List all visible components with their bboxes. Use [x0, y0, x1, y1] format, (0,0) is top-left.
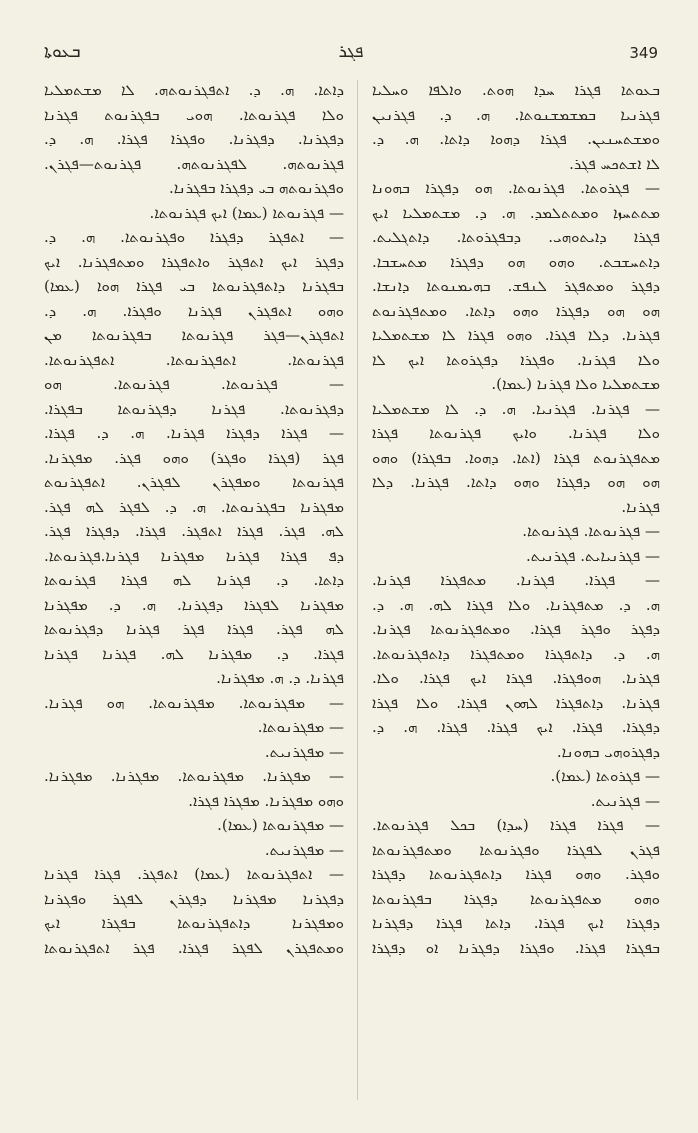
text-line: ܦܓܪܢܐ. ܕܐܬܦܓܪܐ ܠܗܘܢ ܦܓܪܐ. ܘܠܐ ܦܓܪܐ [372, 693, 660, 712]
text-line: ܕܦܓܪܐ. ܦܓܪܐ. ܐܝܟ ܦܓܪܐ. ܦܓܪܐ. ܗ. ܕ. [372, 718, 660, 736]
text-line: ܦܓܪܢܝܐ ܒܡܫܡܫܢܘܬܐ. ܗ. ܕ. ܦܓܪܢܝܢ [372, 105, 660, 124]
text-line: ܘܡܬܦܓܪܢ ܠܦܓܪ ܦܓܪܐ. ܦܓܪ ܐܬܦܓܪܢܘܬܐ [44, 938, 344, 957]
text-line: ܘܦܓܪ. ܘܗܘ ܦܓܪܐ ܕܐܬܦܓܪܢܘܬܐ ܕܦܓܪܐ [372, 865, 660, 883]
text-line: ܘܦܓܪܢܘܬܗ ܒܝ ܕܦܓܪܐ ܒܦܓܪܢܐ. [168, 179, 344, 197]
text-line: — ܦܓܪܢܘܬܐ (ܥܡܐ) ܐܝܟ ܦܓܪܢܘܬܐ. [149, 203, 344, 222]
text-line: ܗܘ ܗܘ ܕܦܓܪܐ ܘܗܘ ܕܐܬܐ. ܘܡܬܦܓܪܢܘܬ [372, 301, 660, 320]
text-line: ܕܐܬܐ. ܗ. ܕ. ܐܬܦܓܪܢܘܬܗ. ܠܐ ܡܫܬܡܠܝܐ [44, 81, 344, 99]
text-line: ܕܦܓܪ ܐܝܟ ܐܬܦܓܪ ܘܐܬܦܓܪܐ ܘܡܬܦܓܪܢܐ. ܐܝܟ [44, 252, 344, 271]
text-line: ܦܓܪ (ܦܓܪܐ ܘܦܓܪ) ܘܗܘ ܦܓܪ. ܡܦܓܪܢܐ. [44, 448, 344, 467]
text-line: ܠܐ ܐܫܬܟܚ ܦܓܪ. [569, 154, 660, 173]
right-column [372, 78, 660, 1108]
running-head-center: ܦܓܪ [338, 42, 364, 62]
text-line: — ܦܓܪܘܬܐ. ܦܓܪܢܘܬܐ. ܗܘ ܕܦܓܪܐ ܒܗܘܢܐ [372, 179, 660, 197]
text-line: ܠܗ. ܦܓܪ. ܦܓܪܐ ܐܬܦܓܪ. ܦܓܪܐ. ܕܦܓܪܐ ܦܓܪ. [44, 522, 344, 540]
text-line: ܠܗ ܦܓܪ. ܦܓܪܐ ܦܓܪ ܦܓܪܢܐ ܕܦܓܪܢܘܬܐ [44, 620, 344, 638]
text-line: ܐܬܦܓܪܢ—ܦܓܪ ܦܓܪܢܘܬܐ ܒܦܓܪܢܘܬܐ ܡܢ [44, 326, 344, 344]
page-number: 349 [629, 44, 658, 62]
text-line: ܦܓܪܢܐ. ܕܠܐ ܦܓܪܐ. ܘܗܘ ܦܓܪܐ ܠܐ ܡܫܬܡܠܝܐ [372, 326, 660, 344]
text-line: ܦܓܪܢܐ. [621, 497, 660, 516]
text-line: ܒܥܘܬܐ ܦܓܪܐ ܚܕܐ ܗܘܬ. ܘܐܠܦܐ ܘܚܠܝܐ [372, 81, 660, 99]
text-line: ܘܗܘ ܡܬܦܓܪܢܘܬܐ ܕܦܓܪܐ ܒܦܓܪܢܘܬܐ [372, 889, 660, 908]
text-line: ܘܠܐ ܦܓܪܢܐ. ܘܦܓܪܐ ܕܦܓܪܘܬܐ ܐܝܟ ܠܐ [372, 350, 660, 369]
text-line: — ܦܓܪܘܬܐ (ܥܡܐ). [550, 767, 660, 785]
text-line: — ܦܓܪܐ ܦܓܪܐ (ܚܕܐ) ܒܟܠ ܦܓܪܢܘܬܐ. [372, 816, 660, 834]
text-line: ܦܓܪܢ ܠܦܓܪܐ ܘܦܓܪܢܘܬܐ ܘܡܬܦܓܪܢܘܬܐ [372, 840, 660, 859]
text-line: ܕܦ ܦܓܪܐ ܦܓܪܢܐ ܡܦܓܪܢܐ ܦܓܪܢܐ.ܦܓܪܢܘܬܐ. [44, 546, 344, 565]
text-line: — ܡܦܓܪܢܐ. ܡܦܓܪܢܘܬܐ. ܡܦܓܪܢܐ. ܡܦܓܪܢܐ. [44, 767, 344, 785]
text-line: — ܦܓܪܐ. ܦܓܪܢܐ. ܡܬܦܓܪܐ ܦܓܪܢܐ. [372, 571, 660, 589]
text-line: ܦܓܪܢܘܬܗ. ܠܦܓܪܢܘܬܗ. ܦܓܪܢܘܬ—ܦܓܪܢ. [44, 154, 344, 173]
text-line: ܦܓܪܢܐ. ܕ. ܗ. ܡܦܓܪܢܐ. [216, 669, 344, 687]
text-line: ܕܦܓܪ ܘܡܬܦܓܪ ܠܢܦܫ. ܒܗܝܡܢܘܬܐ ܕܐܢܫܐ. [372, 277, 660, 295]
text-line: ܡܬܬܚܙܐ ܘܡܬܬܠܡܕ. ܗ. ܕ. ܡܫܬܡܠܝܐ ܐܝܟ [372, 203, 660, 222]
text-line: — ܦܓܪܢܐ. ܦܓܪܢܝܐ. ܗ. ܕ. ܠܐ ܡܫܬܡܠܝܐ [372, 399, 660, 418]
text-line: ܘܡܦܓܪܢܐ ܕܐܬܦܓܪܢܘܬܐ ܒܦܓܪܐ ܐܝܟ [44, 914, 344, 932]
text-line: ܘܡܫܬܚܢܝܢ. ܦܓܪܐ ܕܗܘܐ ܕܐܬܐ. ܗ. ܕ. [372, 130, 660, 148]
text-line: — ܡܦܓܪܢܝܬ. [264, 840, 344, 859]
text-line: — ܡܦܓܪܢܝܬ. [264, 742, 344, 761]
text-line: ܘܗܘ ܐܬܦܓܪܢ ܦܓܪܢܐ ܘܦܓܪܐ. ܗ. ܕ. [44, 301, 344, 320]
text-line: ܗ. ܕ. ܕܐܬܦܓܪܐ ܘܡܬܦܓܪܐ ܕܐܬܦܓܪܢܘܬܐ. [372, 644, 660, 663]
text-line: ܘܗܘ ܡܦܓܪܢܐ. ܡܦܓܪܐ ܦܓܪܐ. [188, 791, 344, 810]
text-line: ܡܬܦܓܪܢܘܬ ܦܓܪܐ (ܐܬܐ. ܕܗܘܐ. ܒܦܓܪܐ) ܘܗܘ [372, 448, 660, 467]
text-line: — ܐܬܦܓܪܢܘܬܐ (ܥܡܐ) ܐܬܦܓܪ. ܦܓܪܐ ܦܓܪܢܐ [44, 865, 344, 883]
running-head-left: ܒܥܘܬܐ [44, 42, 81, 62]
text-line: ܦܓܪܐ ܕܐܝܬܘܗܝ. ܕܒܦܓܪܘܬܐ. ܕܐܬܓܠܝܬ. [372, 228, 660, 246]
text-line: ܗ. ܕ. ܡܬܦܓܪܢܐ. ܘܠܐ ܦܓܪܐ ܠܗ. ܗ. ܕ. [372, 595, 660, 614]
text-line: ܡܫܬܡܠܝܐ ܘܠܐ ܦܓܪܢܐ (ܥܡܐ). [491, 375, 660, 393]
text-line: ܕܦܓܪܢܘܬܐ. ܦܓܪܢܐ ܕܦܓܪܢܘܬܐ ܒܦܓܪܐ. [44, 399, 344, 418]
text-line: — ܦܓܪܐ ܕܦܓܪܐ ܦܓܪܢܐ. ܗ. ܕ. ܦܓܪܐ. [44, 424, 344, 442]
text-line: ܕܦܓܪܐ ܐܝܟ ܦܓܪܐ. ܕܐܬܐ ܦܓܪܐ ܕܦܓܪܢܐ [372, 914, 660, 932]
text-line: ܕܦܓܪܘܗܝ ܒܗܘܢܐ. [556, 742, 660, 761]
text-line: ܒܦܓܪܐ ܦܓܪܐ. ܘܦܓܪܐ ܕܦܓܪܢܐ ܐܘ ܕܦܓܪܐ [372, 938, 660, 957]
text-line: ܕܐܬܚܫܒܬ. ܘܗܘ ܗܘ ܕܦܓܪܐ ܡܬܚܫܒܐ. [372, 252, 660, 271]
text-line: ܕܐܬܐ. ܕ. ܦܓܪܢܐ ܠܗ ܦܓܪܐ ܦܓܪܢܘܬܐ [44, 571, 344, 589]
column-divider [357, 80, 358, 1100]
page-header [44, 38, 658, 68]
text-line: ܘܠܐ ܦܓܪܢܐ. ܘܐܝܟ ܦܓܪܢܘܬܐ ܦܓܪܐ [372, 424, 660, 442]
text-line: ܦܓܪܢܘܬܐ. ܐܬܦܓܪܢܘܬܐ. ܐܬܦܓܪܢܘܬܐ. [44, 350, 344, 369]
text-line: — ܡܦܓܪܢܘܬܐ. ܡܦܓܪܢܘܬܐ. ܗܘ ܦܓܪܢܐ. [44, 693, 344, 712]
text-line: — ܐܬܦܓܪ ܕܦܓܪܐ ܘܦܓܪܢܘܬܐ. ܗ. ܕ. [44, 228, 344, 246]
left-column [44, 78, 344, 1108]
text-line: ܒܦܓܪܢܐ ܕܐܬܦܓܪܢܘܬܐ ܒܝ ܦܓܪܐ ܗܘܐ (ܥܡܐ) [44, 277, 344, 295]
text-line: ܕܦܓܪܢܐ. ܕܦܓܪܢܐ. ܘܦܓܪܐ ܦܓܪܐ. ܗ. ܕ. [44, 130, 344, 148]
text-line: ܕܦܓܪܢܐ ܡܦܓܪܢܐ ܕܦܓܪܢ ܠܦܓܪ ܘܦܓܪܢܐ [44, 889, 344, 908]
text-line: ܗܘ ܗܘ ܕܦܓܪܐ ܘܗܘ ܕܐܬܐ. ܦܓܪܢܐ. ܕܠܐ [372, 473, 660, 491]
text-line: ܦܓܪܢܘܬܐ ܘܡܦܓܪܢ ܠܦܓܪܢ. ܐܬܦܓܪܢܘܬ [44, 473, 344, 491]
text-line: — ܡܦܓܪܢܘܬܐ (ܥܡܐ). [217, 816, 344, 834]
text-line: — ܦܓܪܢܝܐܝܬ. ܦܓܪܢܝܬ. [526, 546, 660, 565]
text-line: ܕܦܓܪ ܘܦܓܪ ܦܓܪܐ. ܘܡܬܦܓܪܢܘܬܐ ܦܓܪܢܐ. [372, 620, 660, 638]
text-line: ܡܦܓܪܢܐ ܒܦܓܪܢܘܬܐ. ܗ. ܕ. ܠܦܓܪ ܠܗ ܦܓܪ. [44, 497, 344, 516]
text-line: — ܡܦܓܪܢܘܬܐ. [257, 718, 344, 736]
text-line: ܦܓܪܐ. ܕ. ܡܦܓܪܢܐ ܠܗ. ܦܓܪܢܐ ܦܓܪܢܐ [44, 644, 344, 663]
text-line: — ܦܓܪܢܘܬܐ. ܦܓܪܢܘܬܐ. [522, 522, 660, 540]
text-line: — ܦܓܪܢܝܬ. [590, 791, 660, 810]
text-line: — ܦܓܪܢܘܬܐ. ܦܓܪܢܘܬܐ. ܗܘ [44, 375, 344, 393]
text-line: ܘܠܐ ܦܓܪܢܘܬܐ. ܗܘܝ ܒܦܓܪܢܘܬ ܦܓܪܢܐ [44, 105, 344, 124]
text-line: ܦܓܪܢܐ. ܗܘܦܓܪܐ. ܦܓܪܐ ܐܝܟ ܦܓܪܐ. ܘܠܐ. [372, 669, 660, 687]
text-line: ܡܦܓܪܢܐ ܠܦܓܪܐ ܕܦܓܪܢܐ. ܗ. ܕ. ܡܦܓܪܢܐ [44, 595, 344, 614]
